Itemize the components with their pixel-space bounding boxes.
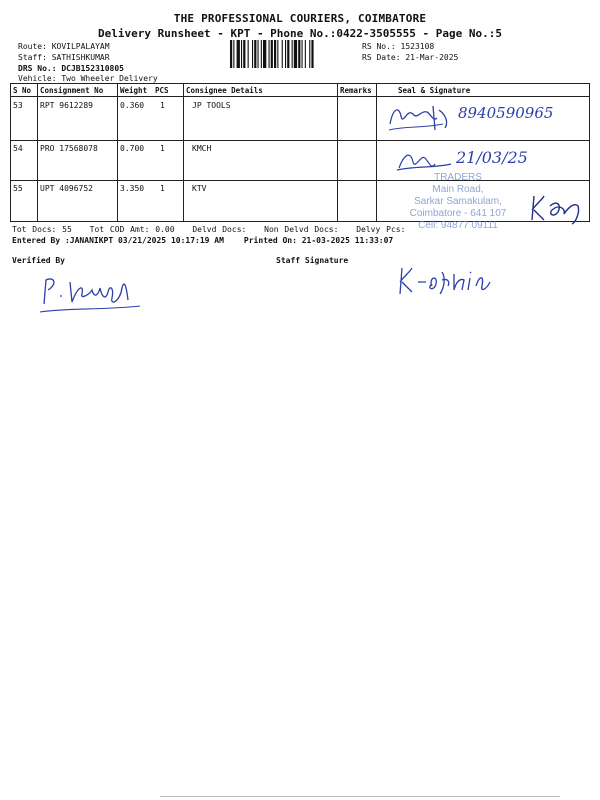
- staff-signature: [394, 264, 498, 300]
- barcode-bar: [309, 40, 310, 68]
- barcode-bar: [252, 40, 253, 68]
- row-sno: 54: [13, 144, 23, 153]
- staff: Staff: SATHISHKUMAR: [18, 53, 110, 62]
- barcode-bar: [261, 40, 262, 68]
- barcode-bar: [298, 40, 300, 68]
- row-pcs: 1: [160, 184, 165, 193]
- row-consignee: JP TOOLS: [192, 101, 231, 110]
- delvy-pcs: Delvy Pcs:: [356, 225, 406, 234]
- row-weight: 0.700: [120, 144, 145, 153]
- barcode-bar: [258, 40, 259, 68]
- col-remarks: Remarks: [340, 86, 372, 95]
- barcode-bar: [294, 40, 297, 68]
- barcode-bar: [302, 40, 303, 68]
- row-sno: 53: [13, 101, 23, 110]
- barcode-bar: [277, 40, 278, 68]
- barcode-bar: [311, 40, 313, 68]
- handwritten-phone: 8940590965: [458, 104, 554, 122]
- col-consignment: Consignment No: [40, 86, 104, 95]
- page-bottom-rule: [160, 796, 560, 797]
- barcode-bar: [248, 40, 249, 68]
- row-consignee: KTV: [192, 184, 207, 193]
- col-weight: Weight: [120, 86, 148, 95]
- col-seal-signature: Seal & Signature: [398, 86, 471, 95]
- consignee-signature-1: [385, 100, 455, 136]
- barcode-bar: [305, 40, 306, 68]
- barcode-bar: [271, 40, 273, 68]
- barcode-bar: [287, 40, 289, 68]
- barcode-bar: [269, 40, 270, 68]
- row-pcs: 1: [160, 101, 165, 110]
- barcode-bar: [237, 40, 240, 68]
- verified-signature: [36, 274, 146, 316]
- barcode-bar: [243, 40, 245, 68]
- verified-by-label: Verified By: [12, 256, 65, 265]
- entered-by: Entered By :JANANIKPT 03/21/2025 10:17:19 AM: [12, 236, 224, 245]
- page-title: THE PROFESSIONAL COURIERS, COIMBATORE: [173, 12, 427, 25]
- col-sno: S No: [13, 86, 32, 95]
- row-pcs: 1: [160, 144, 165, 153]
- row-consignment: RPT 9612289: [40, 101, 93, 110]
- barcode-bar: [254, 40, 256, 68]
- entered-row: [12, 236, 393, 245]
- consignee-signature-2: [395, 148, 455, 178]
- shop-stamp: TRADERS Main Road, Sarkar Samakulam, Coimbatore - 641 107 Cell: 94877 09111: [409, 172, 507, 231]
- printed-on: Printed On: 21-03-2025 11:33:07: [243, 236, 394, 245]
- col-consignee: Consignee Details: [186, 86, 263, 95]
- row-consignment: UPT 4096752: [40, 184, 93, 193]
- row-weight: 3.350: [120, 184, 145, 193]
- handwritten-date: 21/03/25: [456, 148, 528, 167]
- barcode-bar: [282, 40, 283, 68]
- drs-no: DRS No.: DCJB152310805: [18, 64, 124, 73]
- barcode-bar: [263, 40, 266, 68]
- row-consignment: PRO 17568078: [40, 144, 98, 153]
- barcode-bar: [285, 40, 286, 68]
- route: Route: KOVILPALAYAM: [18, 42, 110, 51]
- page-subtitle: Delivery Runsheet - KPT - Phone No.:0422-3505555 - Page No.:5: [98, 27, 502, 40]
- row-weight: 0.360: [120, 101, 145, 110]
- barcode-icon: [230, 40, 350, 68]
- rs-no: RS No.: 1523108: [362, 42, 435, 51]
- staff-signature-label: Staff Signature: [276, 256, 349, 265]
- barcode-bar: [292, 40, 293, 68]
- barcode-bar: [274, 40, 276, 68]
- row-sno: 55: [13, 184, 23, 193]
- non-delvd-docs: Non Delvd Docs:: [264, 225, 339, 234]
- col-pcs: PCS: [155, 86, 169, 95]
- barcode-bar: [241, 40, 242, 68]
- tot-cod: Tot COD Amt: 0.00: [89, 225, 175, 234]
- vehicle: Vehicle: Two Wheeler Delivery: [18, 74, 158, 83]
- barcode-bar: [233, 40, 234, 68]
- rs-date: RS Date: 21-Mar-2025: [362, 53, 459, 62]
- row-consignee: KMCH: [192, 144, 212, 153]
- delvd-docs: Delvd Docs:: [192, 225, 247, 234]
- barcode-bar: [230, 40, 232, 68]
- totals-row: [12, 225, 417, 234]
- tot-docs: Tot Docs: 55: [12, 225, 72, 234]
- consignee-signature-3: [528, 192, 588, 226]
